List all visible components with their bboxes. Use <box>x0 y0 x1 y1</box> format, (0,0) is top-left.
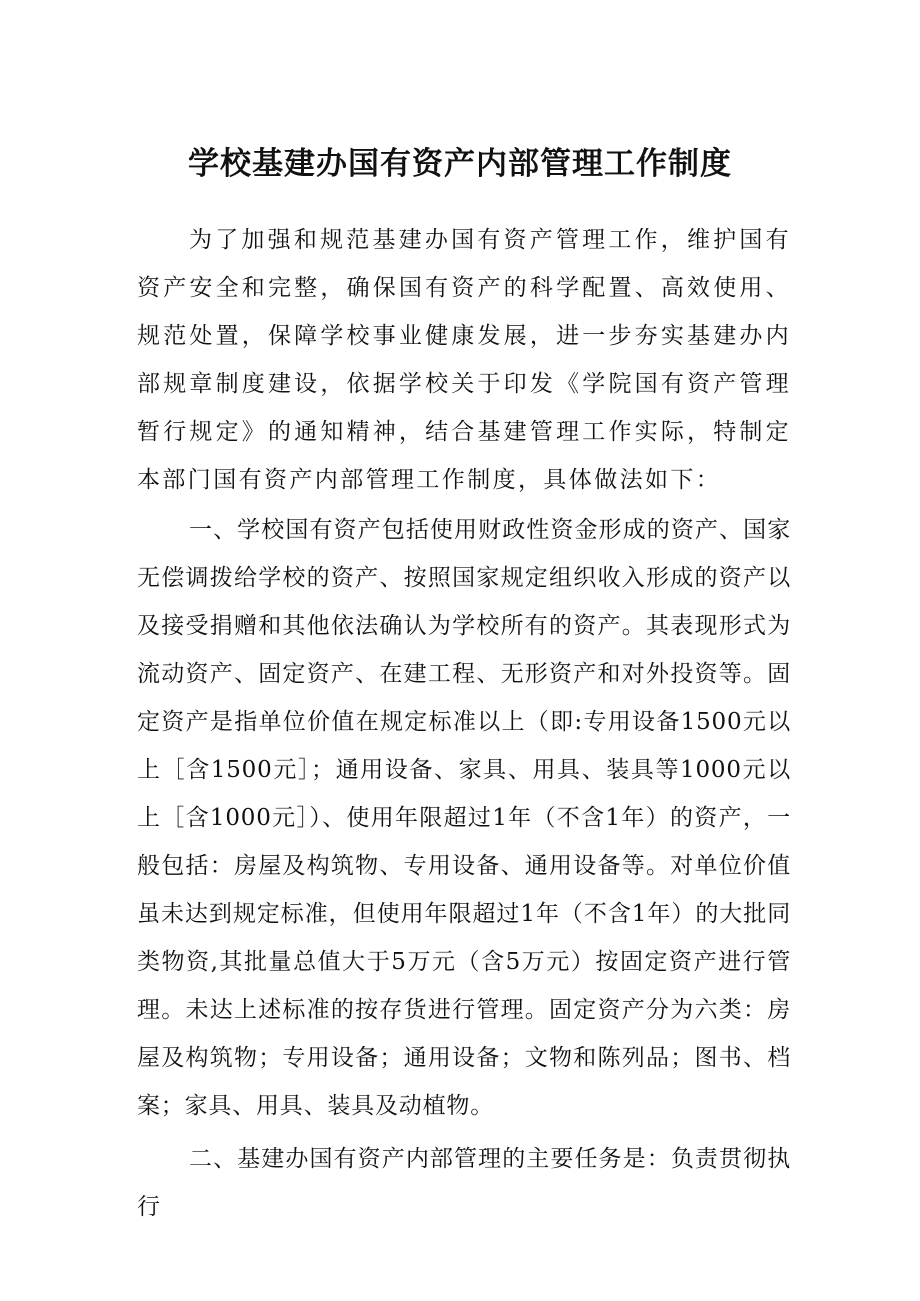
intro-paragraph: 为了加强和规范基建办国有资产管理工作，维护国有资产安全和完整，确保国有资产的科学配置、高效使用、规范处置，保障学校事业健康发展，进一步夯实基建办内部规章制度建设，依据学校关于印发《学院国有资产管理暂行规定》的通知精神，结合基建管理工作实际，特制定本部门国有资产内部管理工作制度，具体做法如下： <box>137 227 791 493</box>
section-one-paragraph: 一、学校国有资产包括使用财政性资金形成的资产、国家无偿调拨给学校的资产、按照国家规定组织收入形成的资产以及接受捐赠和其他依法确认为学校所有的资产。其表现形式为流动资产、固定资产、在建工程、无形资产和对外投资等。固定资产是指单位价值在规定标准以上（即:专用设备1500元以上［含1500元］；通用设备、家具、用具、装具等1000元以上［含1000元］）、使用年限超过1年（不含1年）的资产，一般包括：房屋及构筑物、专用设备、通用设备等。对单位价值虽未达到规定标准，但使用年限超过1年（不含1年）的大批同类物资,其批量总值大于5万元（含5万元）按固定资产进行管理。未达上述标准的按存货进行管理。固定资产分为六类：房屋及构筑物；专用设备；通用设备；文物和陈列品；图书、档案；家具、用具、装具及动植物。 <box>137 517 791 1119</box>
section-two-paragraph: 二、基建办国有资产内部管理的主要任务是：负责贯彻执行 <box>137 1146 791 1220</box>
document-title: 学校基建办国有资产内部管理工作制度 <box>188 146 732 182</box>
